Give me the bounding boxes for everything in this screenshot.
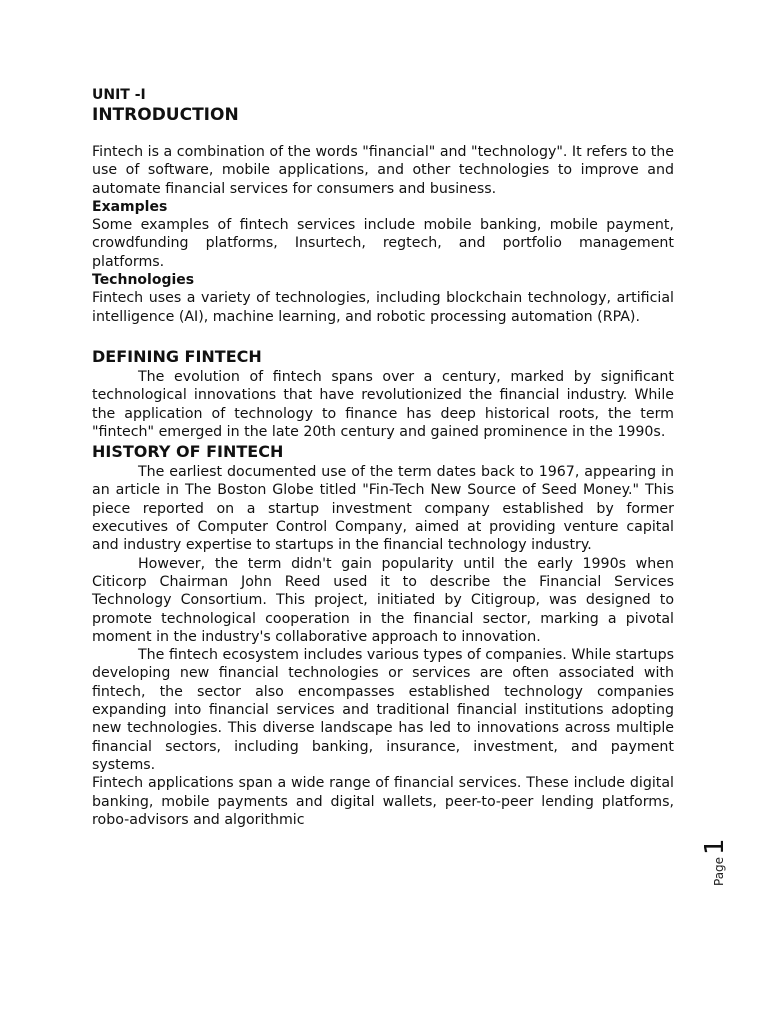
technologies-paragraph: Fintech uses a variety of technologies, including blockchain technology, artificial intelligence (AI), machine learning, and robotic processing automation (RPA). [92,290,674,325]
document-page [92,86,674,829]
examples-paragraph: Some examples of fintech services include mobile banking, mobile payment, crowdfunding platforms, Insurtech, regtech, and portfolio management platforms. [92,217,674,270]
history-paragraph-3: The fintech ecosystem includes various types of companies. While startups developing new financial technologies or services are often associated with fintech, the sector also encompasses established technology companies expanding into financial services and traditional financial institutions adopting new technologies. This diverse landscape has led to innovations across multiple financial sectors, including banking, insurance, investment, and payment systems. [92,647,674,773]
page-number: 1 [700,838,730,855]
defining-fintech-paragraph: The evolution of fintech spans over a century, marked by significant technological innovations that have revolutionized the financial industry. While the application of technology to finance has deep historical roots, the term "fintech" emerged in the late 20th century and gained prominence in the 1990s. [92,368,674,440]
intro-paragraph: Fintech is a combination of the words "financial" and "technology". It refers to the use of software, mobile applications, and other technologies to improve and automate financial services for consumers and business. [92,144,674,197]
examples-heading: Examples [92,198,168,215]
history-paragraph-2: However, the term didn't gain popularity until the early 1990s when Citicorp Chairman John Reed used it to describe the Financial Services Technology Consortium. This project, initiated by Citigroup, was designed to promote technological cooperation in the financial sector, marking a pivotal moment in the industry's collaborative approach to innovation. [92,555,674,645]
technologies-heading: Technologies [92,272,195,289]
page-label: Page [712,856,726,886]
history-paragraph-4: Fintech applications span a wide range of financial services. These include digital banking, mobile payments and digital wallets, peer-to-peer lending platforms, robo-advisors and algorithmic [92,775,674,828]
page-number-margin [700,832,740,886]
unit-label: UNIT -I [92,87,146,103]
spacer [92,326,674,346]
spacer [92,126,674,143]
introduction-heading: INTRODUCTION [92,105,239,125]
history-of-fintech-heading: HISTORY OF FINTECH [92,442,284,462]
history-paragraph-1: The earliest documented use of the term dates back to 1967, appearing in an article in The Boston Globe titled "Fin-Tech New Source of Seed Money." This piece reported on a startup investment company established by former executives of Computer Control Company, aimed at providing venture capital and industry expertise to startups in the financial technology industry. [92,464,674,554]
defining-fintech-heading: DEFINING FINTECH [92,346,262,366]
